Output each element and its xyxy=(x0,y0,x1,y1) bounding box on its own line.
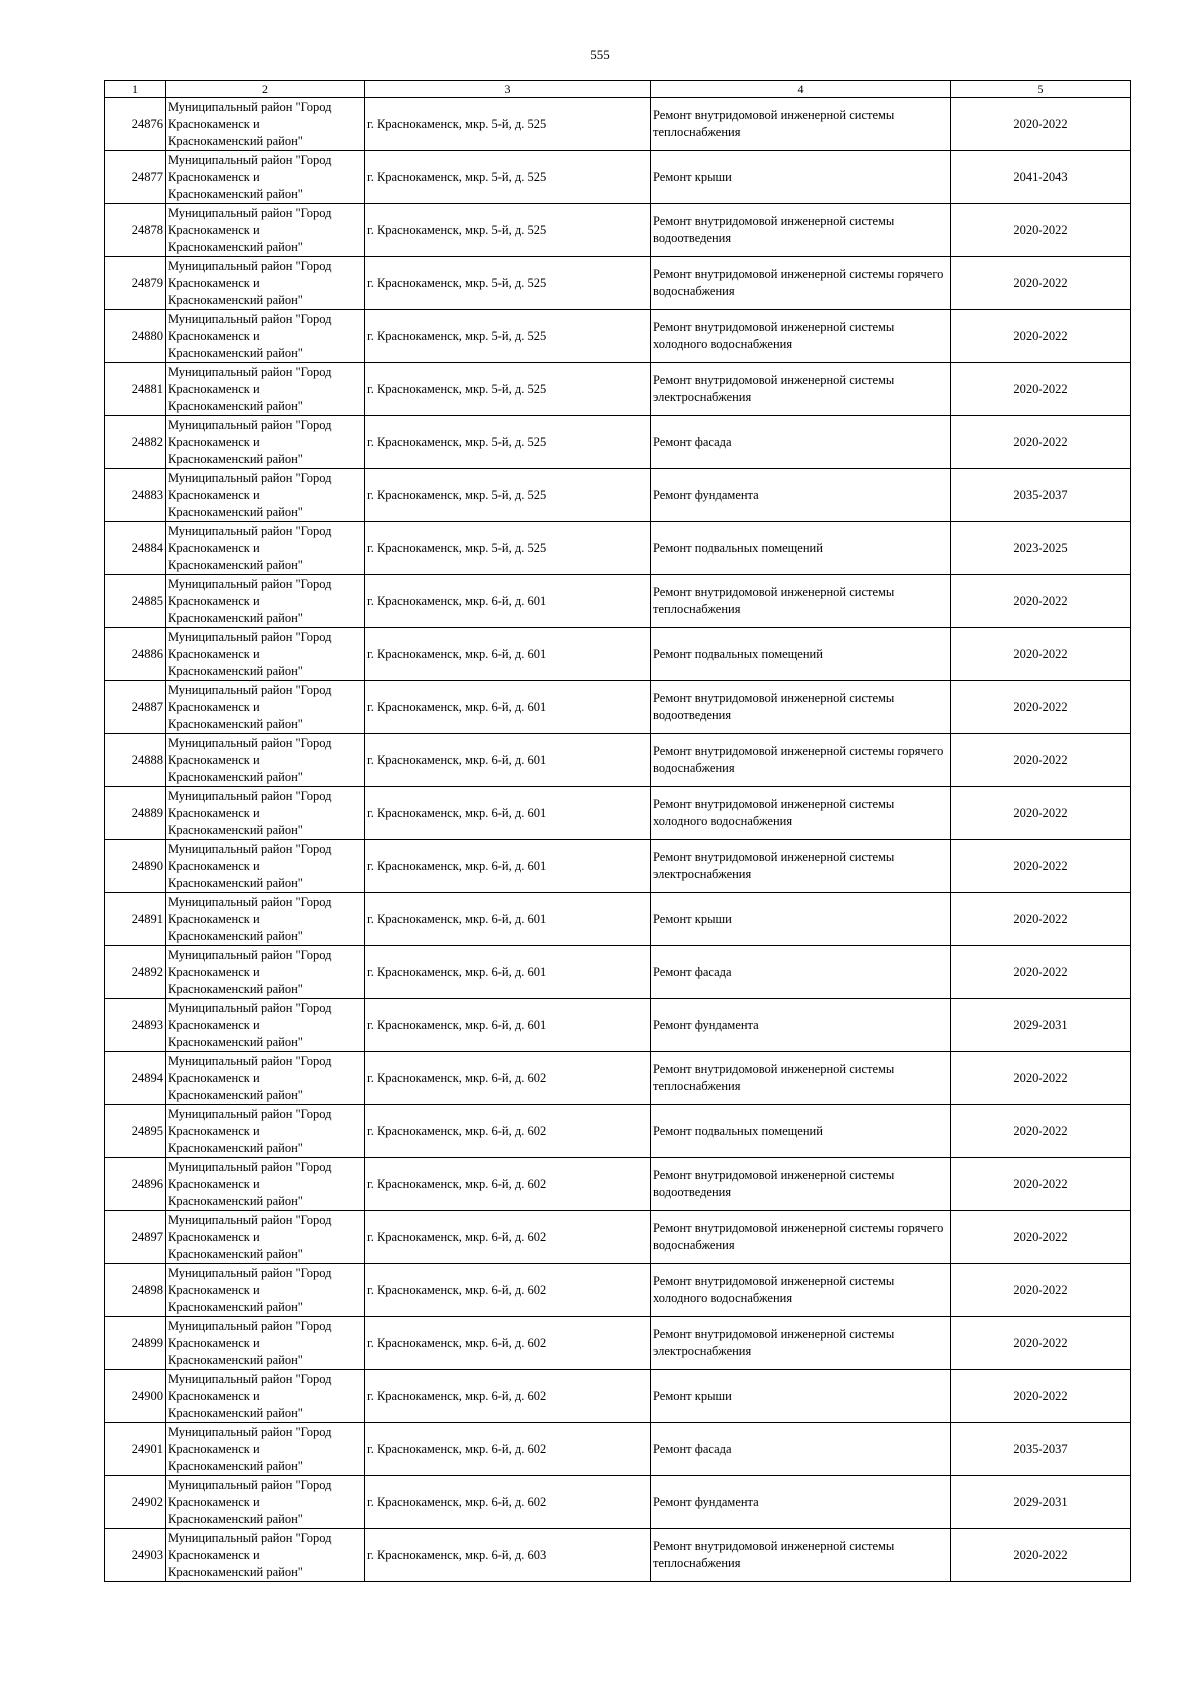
row-number: 24882 xyxy=(105,416,166,469)
row-number: 24884 xyxy=(105,522,166,575)
row-number: 24881 xyxy=(105,363,166,416)
header-row xyxy=(105,81,1131,98)
address-cell: г. Краснокаменск, мкр. 5-й, д. 525 xyxy=(365,257,651,310)
work-type-cell: Ремонт фасада xyxy=(651,416,951,469)
work-type-cell: Ремонт подвальных помещений xyxy=(651,1105,951,1158)
row-number: 24889 xyxy=(105,787,166,840)
work-type-cell: Ремонт внутридомовой инженерной системы горячего водоснабжения xyxy=(651,1211,951,1264)
row-number: 24887 xyxy=(105,681,166,734)
municipality-cell: Муниципальный район "Город Краснокаменск и Краснокаменский район" xyxy=(166,999,365,1052)
work-type-cell: Ремонт внутридомовой инженерной системы электроснабжения xyxy=(651,840,951,893)
municipality-cell: Муниципальный район "Город Краснокаменск и Краснокаменский район" xyxy=(166,416,365,469)
period-cell: 2020-2022 xyxy=(951,840,1131,893)
row-number: 24895 xyxy=(105,1105,166,1158)
municipality-cell: Муниципальный район "Город Краснокаменск и Краснокаменский район" xyxy=(166,840,365,893)
work-type-cell: Ремонт фундамента xyxy=(651,1476,951,1529)
work-type-cell: Ремонт крыши xyxy=(651,893,951,946)
column-header-3: 3 xyxy=(365,81,651,98)
table-row xyxy=(105,734,1131,787)
work-type-cell: Ремонт внутридомовой инженерной системы водоотведения xyxy=(651,681,951,734)
row-number: 24892 xyxy=(105,946,166,999)
table-row xyxy=(105,98,1131,151)
page-number: 555 xyxy=(590,47,610,62)
address-cell: г. Краснокаменск, мкр. 5-й, д. 525 xyxy=(365,204,651,257)
row-number: 24890 xyxy=(105,840,166,893)
address-cell: г. Краснокаменск, мкр. 6-й, д. 601 xyxy=(365,628,651,681)
address-cell: г. Краснокаменск, мкр. 6-й, д. 602 xyxy=(365,1423,651,1476)
address-cell: г. Краснокаменск, мкр. 6-й, д. 601 xyxy=(365,681,651,734)
table-row xyxy=(105,575,1131,628)
period-cell: 2020-2022 xyxy=(951,204,1131,257)
period-cell: 2029-2031 xyxy=(951,1476,1131,1529)
table-row xyxy=(105,522,1131,575)
row-number: 24897 xyxy=(105,1211,166,1264)
work-type-cell: Ремонт внутридомовой инженерной системы электроснабжения xyxy=(651,1317,951,1370)
address-cell: г. Краснокаменск, мкр. 5-й, д. 525 xyxy=(365,151,651,204)
row-number: 24879 xyxy=(105,257,166,310)
table-row xyxy=(105,840,1131,893)
address-cell: г. Краснокаменск, мкр. 5-й, д. 525 xyxy=(365,522,651,575)
row-number: 24896 xyxy=(105,1158,166,1211)
work-type-cell: Ремонт фундамента xyxy=(651,999,951,1052)
row-number: 24903 xyxy=(105,1529,166,1582)
period-cell: 2035-2037 xyxy=(951,469,1131,522)
address-cell: г. Краснокаменск, мкр. 5-й, д. 525 xyxy=(365,416,651,469)
column-header-1: 1 xyxy=(105,81,166,98)
table-row xyxy=(105,1423,1131,1476)
municipality-cell: Муниципальный район "Город Краснокаменск и Краснокаменский район" xyxy=(166,151,365,204)
row-number: 24902 xyxy=(105,1476,166,1529)
table-row xyxy=(105,787,1131,840)
table-row xyxy=(105,628,1131,681)
municipality-cell: Муниципальный район "Город Краснокаменск и Краснокаменский район" xyxy=(166,1052,365,1105)
table-row xyxy=(105,1264,1131,1317)
period-cell: 2020-2022 xyxy=(951,1158,1131,1211)
row-number: 24894 xyxy=(105,1052,166,1105)
work-type-cell: Ремонт внутридомовой инженерной системы электроснабжения xyxy=(651,363,951,416)
period-cell: 2029-2031 xyxy=(951,999,1131,1052)
period-cell: 2020-2022 xyxy=(951,893,1131,946)
table-row xyxy=(105,416,1131,469)
municipality-cell: Муниципальный район "Город Краснокаменск и Краснокаменский район" xyxy=(166,363,365,416)
work-type-cell: Ремонт внутридомовой инженерной системы водоотведения xyxy=(651,204,951,257)
table-row xyxy=(105,1105,1131,1158)
period-cell: 2020-2022 xyxy=(951,734,1131,787)
row-number: 24877 xyxy=(105,151,166,204)
row-number: 24886 xyxy=(105,628,166,681)
address-cell: г. Краснокаменск, мкр. 6-й, д. 601 xyxy=(365,787,651,840)
address-cell: г. Краснокаменск, мкр. 6-й, д. 601 xyxy=(365,999,651,1052)
work-type-cell: Ремонт подвальных помещений xyxy=(651,522,951,575)
work-type-cell: Ремонт внутридомовой инженерной системы теплоснабжения xyxy=(651,575,951,628)
column-header-5: 5 xyxy=(951,81,1131,98)
address-cell: г. Краснокаменск, мкр. 6-й, д. 602 xyxy=(365,1158,651,1211)
address-cell: г. Краснокаменск, мкр. 6-й, д. 601 xyxy=(365,840,651,893)
address-cell: г. Краснокаменск, мкр. 6-й, д. 602 xyxy=(365,1105,651,1158)
table-row xyxy=(105,204,1131,257)
address-cell: г. Краснокаменск, мкр. 6-й, д. 602 xyxy=(365,1211,651,1264)
municipality-cell: Муниципальный район "Город Краснокаменск и Краснокаменский район" xyxy=(166,1158,365,1211)
municipality-cell: Муниципальный район "Город Краснокаменск и Краснокаменский район" xyxy=(166,98,365,151)
column-header-4: 4 xyxy=(651,81,951,98)
period-cell: 2020-2022 xyxy=(951,98,1131,151)
table-row xyxy=(105,1211,1131,1264)
table-row xyxy=(105,1317,1131,1370)
period-cell: 2020-2022 xyxy=(951,416,1131,469)
table-row xyxy=(105,946,1131,999)
period-cell: 2020-2022 xyxy=(951,1317,1131,1370)
address-cell: г. Краснокаменск, мкр. 5-й, д. 525 xyxy=(365,98,651,151)
work-type-cell: Ремонт внутридомовой инженерной системы теплоснабжения xyxy=(651,98,951,151)
period-cell: 2035-2037 xyxy=(951,1423,1131,1476)
table-row xyxy=(105,310,1131,363)
municipality-cell: Муниципальный район "Город Краснокаменск и Краснокаменский район" xyxy=(166,628,365,681)
address-cell: г. Краснокаменск, мкр. 6-й, д. 602 xyxy=(365,1317,651,1370)
period-cell: 2020-2022 xyxy=(951,1370,1131,1423)
column-header-2: 2 xyxy=(166,81,365,98)
municipality-cell: Муниципальный район "Город Краснокаменск и Краснокаменский район" xyxy=(166,310,365,363)
row-number: 24901 xyxy=(105,1423,166,1476)
period-cell: 2020-2022 xyxy=(951,1211,1131,1264)
address-cell: г. Краснокаменск, мкр. 6-й, д. 602 xyxy=(365,1052,651,1105)
municipality-cell: Муниципальный район "Город Краснокаменск и Краснокаменский район" xyxy=(166,1317,365,1370)
row-number: 24893 xyxy=(105,999,166,1052)
municipality-cell: Муниципальный район "Город Краснокаменск и Краснокаменский район" xyxy=(166,1211,365,1264)
work-type-cell: Ремонт внутридомовой инженерной системы холодного водоснабжения xyxy=(651,1264,951,1317)
table-header xyxy=(105,81,1131,98)
municipality-cell: Муниципальный район "Город Краснокаменск и Краснокаменский район" xyxy=(166,1529,365,1582)
municipality-cell: Муниципальный район "Город Краснокаменск и Краснокаменский район" xyxy=(166,946,365,999)
table-body xyxy=(105,98,1131,1582)
row-number: 24891 xyxy=(105,893,166,946)
municipality-cell: Муниципальный район "Город Краснокаменск и Краснокаменский район" xyxy=(166,1264,365,1317)
work-type-cell: Ремонт внутридомовой инженерной системы холодного водоснабжения xyxy=(651,787,951,840)
address-cell: г. Краснокаменск, мкр. 6-й, д. 602 xyxy=(365,1264,651,1317)
municipality-cell: Муниципальный район "Город Краснокаменск и Краснокаменский район" xyxy=(166,204,365,257)
row-number: 24880 xyxy=(105,310,166,363)
municipality-cell: Муниципальный район "Город Краснокаменск и Краснокаменский район" xyxy=(166,1423,365,1476)
municipality-cell: Муниципальный район "Город Краснокаменск и Краснокаменский район" xyxy=(166,257,365,310)
period-cell: 2020-2022 xyxy=(951,1105,1131,1158)
address-cell: г. Краснокаменск, мкр. 6-й, д. 601 xyxy=(365,575,651,628)
address-cell: г. Краснокаменск, мкр. 5-й, д. 525 xyxy=(365,363,651,416)
municipality-cell: Муниципальный район "Город Краснокаменск и Краснокаменский район" xyxy=(166,522,365,575)
address-cell: г. Краснокаменск, мкр. 6-й, д. 602 xyxy=(365,1476,651,1529)
work-type-cell: Ремонт подвальных помещений xyxy=(651,628,951,681)
period-cell: 2041-2043 xyxy=(951,151,1131,204)
work-type-cell: Ремонт внутридомовой инженерной системы теплоснабжения xyxy=(651,1529,951,1582)
period-cell: 2020-2022 xyxy=(951,946,1131,999)
municipality-cell: Муниципальный район "Город Краснокаменск и Краснокаменский район" xyxy=(166,734,365,787)
row-number: 24876 xyxy=(105,98,166,151)
period-cell: 2020-2022 xyxy=(951,363,1131,416)
table-row xyxy=(105,681,1131,734)
period-cell: 2020-2022 xyxy=(951,1052,1131,1105)
capital-repair-table xyxy=(104,80,1131,1582)
address-cell: г. Краснокаменск, мкр. 6-й, д. 601 xyxy=(365,946,651,999)
period-cell: 2020-2022 xyxy=(951,681,1131,734)
period-cell: 2020-2022 xyxy=(951,787,1131,840)
work-type-cell: Ремонт внутридомовой инженерной системы водоотведения xyxy=(651,1158,951,1211)
municipality-cell: Муниципальный район "Город Краснокаменск и Краснокаменский район" xyxy=(166,469,365,522)
row-number: 24900 xyxy=(105,1370,166,1423)
municipality-cell: Муниципальный район "Город Краснокаменск и Краснокаменский район" xyxy=(166,1370,365,1423)
table-row xyxy=(105,1529,1131,1582)
municipality-cell: Муниципальный район "Город Краснокаменск и Краснокаменский район" xyxy=(166,681,365,734)
period-cell: 2023-2025 xyxy=(951,522,1131,575)
address-cell: г. Краснокаменск, мкр. 6-й, д. 602 xyxy=(365,1370,651,1423)
work-type-cell: Ремонт внутридомовой инженерной системы холодного водоснабжения xyxy=(651,310,951,363)
table-row xyxy=(105,1052,1131,1105)
address-cell: г. Краснокаменск, мкр. 5-й, д. 525 xyxy=(365,469,651,522)
table-row xyxy=(105,151,1131,204)
work-type-cell: Ремонт внутридомовой инженерной системы горячего водоснабжения xyxy=(651,257,951,310)
table-row xyxy=(105,257,1131,310)
municipality-cell: Муниципальный район "Город Краснокаменск и Краснокаменский район" xyxy=(166,1476,365,1529)
row-number: 24883 xyxy=(105,469,166,522)
row-number: 24898 xyxy=(105,1264,166,1317)
period-cell: 2020-2022 xyxy=(951,310,1131,363)
table-row xyxy=(105,363,1131,416)
row-number: 24885 xyxy=(105,575,166,628)
period-cell: 2020-2022 xyxy=(951,1529,1131,1582)
address-cell: г. Краснокаменск, мкр. 6-й, д. 603 xyxy=(365,1529,651,1582)
table-row xyxy=(105,1370,1131,1423)
work-type-cell: Ремонт крыши xyxy=(651,151,951,204)
period-cell: 2020-2022 xyxy=(951,575,1131,628)
address-cell: г. Краснокаменск, мкр. 6-й, д. 601 xyxy=(365,734,651,787)
row-number: 24899 xyxy=(105,1317,166,1370)
period-cell: 2020-2022 xyxy=(951,257,1131,310)
table-row xyxy=(105,469,1131,522)
municipality-cell: Муниципальный район "Город Краснокаменск и Краснокаменский район" xyxy=(166,787,365,840)
row-number: 24878 xyxy=(105,204,166,257)
address-cell: г. Краснокаменск, мкр. 6-й, д. 601 xyxy=(365,893,651,946)
municipality-cell: Муниципальный район "Город Краснокаменск и Краснокаменский район" xyxy=(166,1105,365,1158)
work-type-cell: Ремонт крыши xyxy=(651,1370,951,1423)
work-type-cell: Ремонт внутридомовой инженерной системы теплоснабжения xyxy=(651,1052,951,1105)
table-row xyxy=(105,1158,1131,1211)
table-row xyxy=(105,1476,1131,1529)
work-type-cell: Ремонт фасада xyxy=(651,1423,951,1476)
period-cell: 2020-2022 xyxy=(951,1264,1131,1317)
address-cell: г. Краснокаменск, мкр. 5-й, д. 525 xyxy=(365,310,651,363)
municipality-cell: Муниципальный район "Город Краснокаменск и Краснокаменский район" xyxy=(166,893,365,946)
municipality-cell: Муниципальный район "Город Краснокаменск и Краснокаменский район" xyxy=(166,575,365,628)
work-type-cell: Ремонт фундамента xyxy=(651,469,951,522)
work-type-cell: Ремонт внутридомовой инженерной системы горячего водоснабжения xyxy=(651,734,951,787)
row-number: 24888 xyxy=(105,734,166,787)
table-row xyxy=(105,999,1131,1052)
period-cell: 2020-2022 xyxy=(951,628,1131,681)
work-type-cell: Ремонт фасада xyxy=(651,946,951,999)
table-row xyxy=(105,893,1131,946)
